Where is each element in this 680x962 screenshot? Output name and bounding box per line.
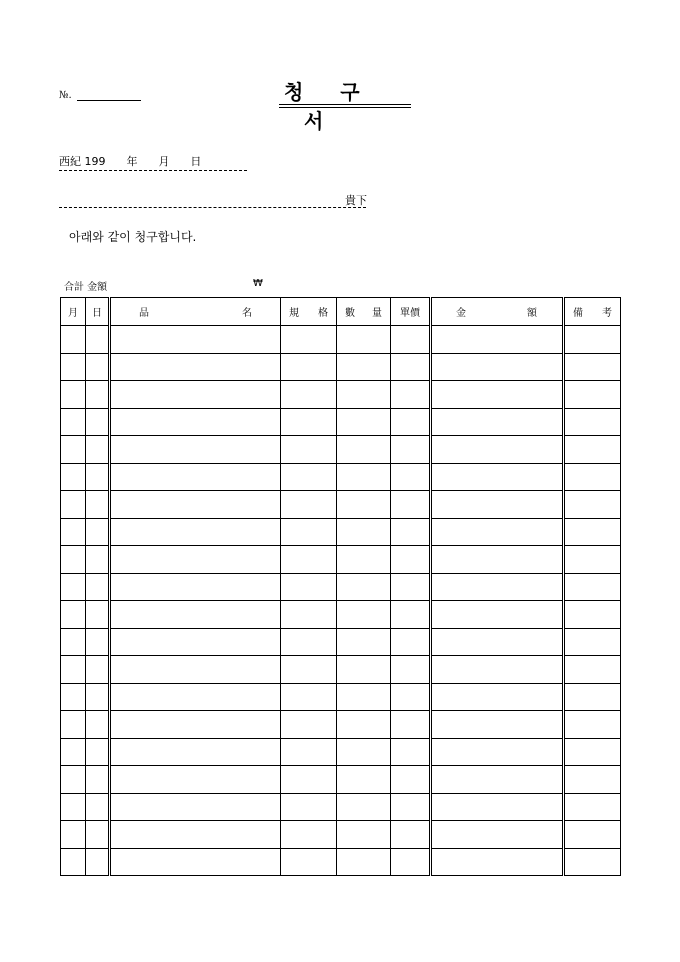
cell-quantity[interactable]	[337, 656, 391, 684]
cell-month[interactable]	[61, 436, 86, 464]
cell-month[interactable]	[61, 793, 86, 821]
header-note-b: 考	[602, 308, 612, 319]
cell-day[interactable]	[86, 546, 110, 574]
cell-spec[interactable]	[281, 491, 337, 519]
cell-quantity[interactable]	[337, 848, 391, 876]
cell-unit-price[interactable]	[391, 353, 431, 381]
cell-spec[interactable]	[281, 381, 337, 409]
cell-spec[interactable]	[281, 821, 337, 849]
title-char-3: 서	[304, 109, 326, 133]
cell-day[interactable]	[86, 463, 110, 491]
cell-amount[interactable]	[431, 601, 564, 629]
cell-item-name[interactable]	[110, 793, 281, 821]
cell-note[interactable]	[564, 738, 621, 766]
cell-spec[interactable]	[281, 601, 337, 629]
cell-item-name[interactable]	[110, 491, 281, 519]
cell-quantity[interactable]	[337, 326, 391, 354]
cell-day[interactable]	[86, 766, 110, 794]
cell-month[interactable]	[61, 656, 86, 684]
cell-amount[interactable]	[431, 656, 564, 684]
header-qty-b: 量	[372, 308, 382, 319]
cell-quantity[interactable]	[337, 546, 391, 574]
cell-spec[interactable]	[281, 546, 337, 574]
cell-amount[interactable]	[431, 848, 564, 876]
cell-month[interactable]	[61, 711, 86, 739]
cell-amount[interactable]	[431, 738, 564, 766]
cell-day[interactable]	[86, 738, 110, 766]
cell-item-name[interactable]	[110, 381, 281, 409]
cell-note[interactable]	[564, 711, 621, 739]
cell-spec[interactable]	[281, 656, 337, 684]
cell-quantity[interactable]	[337, 436, 391, 464]
cell-day[interactable]	[86, 711, 110, 739]
cell-unit-price[interactable]	[391, 766, 431, 794]
table-row	[61, 683, 621, 711]
document-number-label: №.	[59, 90, 72, 101]
cell-amount[interactable]	[431, 463, 564, 491]
cell-item-name[interactable]	[110, 408, 281, 436]
cell-day[interactable]	[86, 326, 110, 354]
cell-unit-price[interactable]	[391, 821, 431, 849]
cell-quantity[interactable]	[337, 766, 391, 794]
cell-spec[interactable]	[281, 353, 337, 381]
cell-quantity[interactable]	[337, 793, 391, 821]
cell-note[interactable]	[564, 381, 621, 409]
header-spec-b: 格	[318, 308, 328, 319]
recipient-suffix: 貴下	[345, 194, 367, 207]
table-row	[61, 573, 621, 601]
cell-spec[interactable]	[281, 628, 337, 656]
table-row	[61, 738, 621, 766]
cell-day[interactable]	[86, 408, 110, 436]
cell-amount[interactable]	[431, 381, 564, 409]
header-month: 月	[61, 298, 86, 326]
cell-spec[interactable]	[281, 683, 337, 711]
cell-month[interactable]	[61, 683, 86, 711]
cell-unit-price[interactable]	[391, 326, 431, 354]
cell-spec[interactable]	[281, 463, 337, 491]
cell-item-name[interactable]	[110, 436, 281, 464]
cell-note[interactable]	[564, 821, 621, 849]
cell-item-name[interactable]	[110, 518, 281, 546]
cell-unit-price[interactable]	[391, 381, 431, 409]
cell-note[interactable]	[564, 628, 621, 656]
cell-note[interactable]	[564, 683, 621, 711]
cell-note[interactable]	[564, 656, 621, 684]
cell-day[interactable]	[86, 628, 110, 656]
cell-note[interactable]	[564, 436, 621, 464]
cell-amount[interactable]	[431, 793, 564, 821]
cell-day[interactable]	[86, 656, 110, 684]
cell-day[interactable]	[86, 353, 110, 381]
cell-month[interactable]	[61, 353, 86, 381]
cell-amount[interactable]	[431, 408, 564, 436]
cell-item-name[interactable]	[110, 573, 281, 601]
cell-amount[interactable]	[431, 436, 564, 464]
table-row	[61, 491, 621, 519]
header-note-a: 備	[573, 308, 583, 319]
title-underline-2	[279, 107, 411, 108]
cell-amount[interactable]	[431, 546, 564, 574]
cell-item-name[interactable]	[110, 738, 281, 766]
cell-quantity[interactable]	[337, 628, 391, 656]
cell-month[interactable]	[61, 408, 86, 436]
cell-note[interactable]	[564, 353, 621, 381]
cell-quantity[interactable]	[337, 491, 391, 519]
cell-item-name[interactable]	[110, 326, 281, 354]
cell-note[interactable]	[564, 793, 621, 821]
cell-amount[interactable]	[431, 628, 564, 656]
table-row	[61, 436, 621, 464]
header-item-b: 名	[242, 308, 252, 319]
cell-unit-price[interactable]	[391, 491, 431, 519]
cell-quantity[interactable]	[337, 711, 391, 739]
cell-quantity[interactable]	[337, 738, 391, 766]
cell-amount[interactable]	[431, 821, 564, 849]
cell-note[interactable]	[564, 766, 621, 794]
cell-month[interactable]	[61, 738, 86, 766]
cell-month[interactable]	[61, 546, 86, 574]
cell-item-name[interactable]	[110, 353, 281, 381]
table-row	[61, 463, 621, 491]
table-row	[61, 766, 621, 794]
cell-note[interactable]	[564, 546, 621, 574]
cell-note[interactable]	[564, 491, 621, 519]
cell-item-name[interactable]	[110, 711, 281, 739]
recipient-field[interactable]	[59, 207, 366, 208]
header-day: 日	[86, 298, 110, 326]
cell-spec[interactable]	[281, 436, 337, 464]
cell-item-name[interactable]	[110, 601, 281, 629]
table-row	[61, 546, 621, 574]
cell-item-name[interactable]	[110, 683, 281, 711]
cell-item-name[interactable]	[110, 821, 281, 849]
header-item-name	[110, 298, 281, 326]
table-header-row	[61, 298, 621, 326]
cell-month[interactable]	[61, 848, 86, 876]
table-body	[61, 326, 621, 876]
cell-spec[interactable]	[281, 738, 337, 766]
currency-symbol: ₩	[253, 278, 263, 289]
cell-quantity[interactable]	[337, 408, 391, 436]
cell-month[interactable]	[61, 766, 86, 794]
cell-month[interactable]	[61, 381, 86, 409]
cell-note[interactable]	[564, 573, 621, 601]
cell-note[interactable]	[564, 601, 621, 629]
intro-text: 아래와 같이 청구합니다.	[69, 230, 197, 244]
cell-unit-price[interactable]	[391, 738, 431, 766]
cell-quantity[interactable]	[337, 601, 391, 629]
header-amount-b: 額	[527, 308, 537, 319]
cell-spec[interactable]	[281, 848, 337, 876]
cell-day[interactable]	[86, 793, 110, 821]
cell-month[interactable]	[61, 573, 86, 601]
table-row	[61, 408, 621, 436]
cell-amount[interactable]	[431, 573, 564, 601]
cell-item-name[interactable]	[110, 656, 281, 684]
date-underline	[59, 170, 247, 171]
title-underline	[279, 104, 411, 105]
table-row	[61, 518, 621, 546]
cell-unit-price[interactable]	[391, 436, 431, 464]
cell-day[interactable]	[86, 436, 110, 464]
cell-note[interactable]	[564, 408, 621, 436]
cell-unit-price[interactable]	[391, 408, 431, 436]
header-item-a: 品	[139, 308, 149, 319]
cell-quantity[interactable]	[337, 683, 391, 711]
table-row	[61, 326, 621, 354]
cell-amount[interactable]	[431, 353, 564, 381]
table-row	[61, 656, 621, 684]
cell-item-name[interactable]	[110, 546, 281, 574]
cell-day[interactable]	[86, 848, 110, 876]
cell-spec[interactable]	[281, 793, 337, 821]
cell-item-name[interactable]	[110, 848, 281, 876]
cell-spec[interactable]	[281, 518, 337, 546]
header-qty-a: 數	[345, 308, 355, 319]
table-row	[61, 821, 621, 849]
header-spec	[281, 298, 337, 326]
cell-day[interactable]	[86, 573, 110, 601]
table-row	[61, 353, 621, 381]
cell-amount[interactable]	[431, 766, 564, 794]
cell-unit-price[interactable]	[391, 628, 431, 656]
cell-unit-price[interactable]	[391, 518, 431, 546]
header-quantity	[337, 298, 391, 326]
cell-spec[interactable]	[281, 766, 337, 794]
cell-amount[interactable]	[431, 491, 564, 519]
header-amount	[431, 298, 564, 326]
cell-amount[interactable]	[431, 683, 564, 711]
cell-item-name[interactable]	[110, 766, 281, 794]
cell-day[interactable]	[86, 821, 110, 849]
header-unit-price: 單價	[391, 298, 431, 326]
cell-quantity[interactable]	[337, 353, 391, 381]
header-amount-a: 金	[456, 308, 466, 319]
cell-unit-price[interactable]	[391, 573, 431, 601]
cell-month[interactable]	[61, 821, 86, 849]
document-number-field[interactable]	[77, 100, 141, 101]
cell-quantity[interactable]	[337, 381, 391, 409]
cell-day[interactable]	[86, 491, 110, 519]
cell-amount[interactable]	[431, 518, 564, 546]
cell-unit-price[interactable]	[391, 848, 431, 876]
cell-month[interactable]	[61, 601, 86, 629]
cell-month[interactable]	[61, 463, 86, 491]
cell-quantity[interactable]	[337, 518, 391, 546]
table-row	[61, 711, 621, 739]
cell-spec[interactable]	[281, 573, 337, 601]
cell-unit-price[interactable]	[391, 793, 431, 821]
cell-quantity[interactable]	[337, 463, 391, 491]
cell-spec[interactable]	[281, 326, 337, 354]
cell-day[interactable]	[86, 601, 110, 629]
cell-quantity[interactable]	[337, 573, 391, 601]
cell-note[interactable]	[564, 463, 621, 491]
table-row	[61, 793, 621, 821]
cell-note[interactable]	[564, 848, 621, 876]
cell-note[interactable]	[564, 326, 621, 354]
title-char-1: 청	[284, 80, 306, 104]
cell-unit-price[interactable]	[391, 546, 431, 574]
header-note	[564, 298, 621, 326]
cell-item-name[interactable]	[110, 628, 281, 656]
cell-unit-price[interactable]	[391, 711, 431, 739]
cell-day[interactable]	[86, 518, 110, 546]
cell-amount[interactable]	[431, 711, 564, 739]
cell-unit-price[interactable]	[391, 601, 431, 629]
cell-unit-price[interactable]	[391, 463, 431, 491]
cell-month[interactable]	[61, 518, 86, 546]
table-row	[61, 848, 621, 876]
cell-spec[interactable]	[281, 711, 337, 739]
header-spec-a: 規	[289, 308, 299, 319]
table-row	[61, 601, 621, 629]
title-char-2: 구	[340, 80, 362, 104]
table-row	[61, 628, 621, 656]
cell-unit-price[interactable]	[391, 683, 431, 711]
date-line-text: 西紀 199 年 月 日	[59, 155, 202, 168]
table-row	[61, 381, 621, 409]
invoice-table	[60, 297, 621, 876]
cell-spec[interactable]	[281, 408, 337, 436]
cell-month[interactable]	[61, 326, 86, 354]
cell-amount[interactable]	[431, 326, 564, 354]
cell-month[interactable]	[61, 491, 86, 519]
cell-item-name[interactable]	[110, 463, 281, 491]
cell-unit-price[interactable]	[391, 656, 431, 684]
page-title	[278, 76, 412, 134]
cell-day[interactable]	[86, 381, 110, 409]
cell-day[interactable]	[86, 683, 110, 711]
cell-note[interactable]	[564, 518, 621, 546]
cell-quantity[interactable]	[337, 821, 391, 849]
cell-month[interactable]	[61, 628, 86, 656]
total-label: 合計 金額	[64, 282, 108, 293]
